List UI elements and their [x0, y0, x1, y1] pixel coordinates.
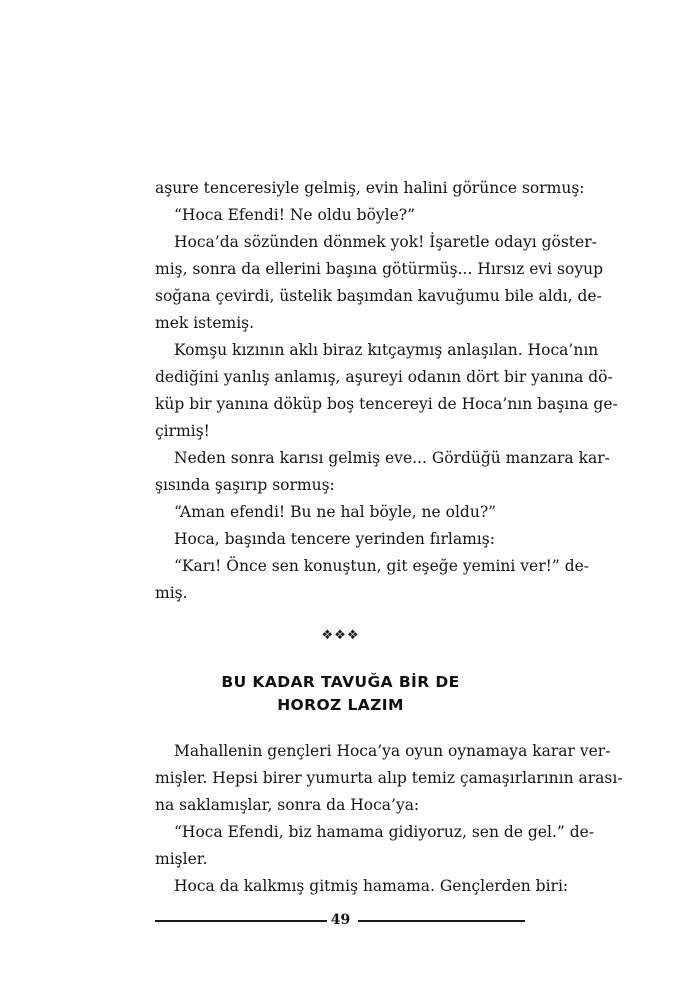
- text-line: “Aman efendi! Bu ne hal böyle, ne oldu?”: [174, 503, 497, 521]
- text-line: çirmiş!: [155, 422, 210, 440]
- text-line: soğana çevirdi, üstelik başımdan kavuğumu bile aldı, de-: [155, 287, 602, 305]
- section-heading-line-1: BU KADAR TAVUĞA BİR DE: [221, 673, 460, 691]
- text-line: aşure tenceresiyle gelmiş, evin halini görünce sormuş:: [155, 179, 585, 197]
- text-line: Neden sonra karısı gelmiş eve... Gördüğü manzara kar-: [174, 449, 610, 467]
- text-line: mişler. Hepsi birer yumurta alıp temiz çamaşırlarının arası-: [155, 769, 623, 787]
- text-line: Hoca’da sözünden dönmek yok! İşaretle odayı göster-: [174, 233, 597, 251]
- text-line: miş, sonra da ellerini başına götürmüş... Hırsız evi soyup: [155, 260, 603, 278]
- text-line: küp bir yanına döküp boş tencereyi de Hoca’nın başına ge-: [155, 395, 618, 413]
- text-line: Komşu kızının aklı biraz kıtçaymış anlaşılan. Hoca’nın: [174, 341, 599, 359]
- text-line: Mahallenin gençleri Hoca’ya oyun oynamaya karar ver-: [174, 742, 611, 760]
- page-number: 49: [330, 912, 351, 928]
- text-line: “Hoca Efendi! Ne oldu böyle?”: [174, 206, 416, 224]
- text-line: “Karı! Önce sen konuştun, git eşeğe yemini ver!” de-: [174, 557, 590, 575]
- text-line: şısında şaşırıp sormuş:: [155, 476, 335, 494]
- text-line: Hoca da kalkmış gitmiş hamama. Gençlerden biri:: [174, 877, 569, 895]
- text-line: mişler.: [155, 850, 208, 868]
- text-line: miş.: [155, 584, 188, 602]
- section-heading-line-2: HOROZ LAZIM: [277, 696, 404, 714]
- text-line: na saklamışlar, sonra da Hoca’ya:: [155, 796, 420, 814]
- text-line: Hoca, başında tencere yerinden fırlamış:: [174, 530, 495, 548]
- text-line: “Hoca Efendi, biz hamama gidiyoruz, sen de gel.” de-: [174, 823, 595, 841]
- text-line: mek istemiş.: [155, 314, 255, 332]
- footer-rule-right: [358, 920, 525, 922]
- text-line: dediğini yanlış anlamış, aşureyi odanın dört bir yanına dö-: [155, 368, 613, 386]
- section-separator: ❖❖❖: [321, 628, 360, 643]
